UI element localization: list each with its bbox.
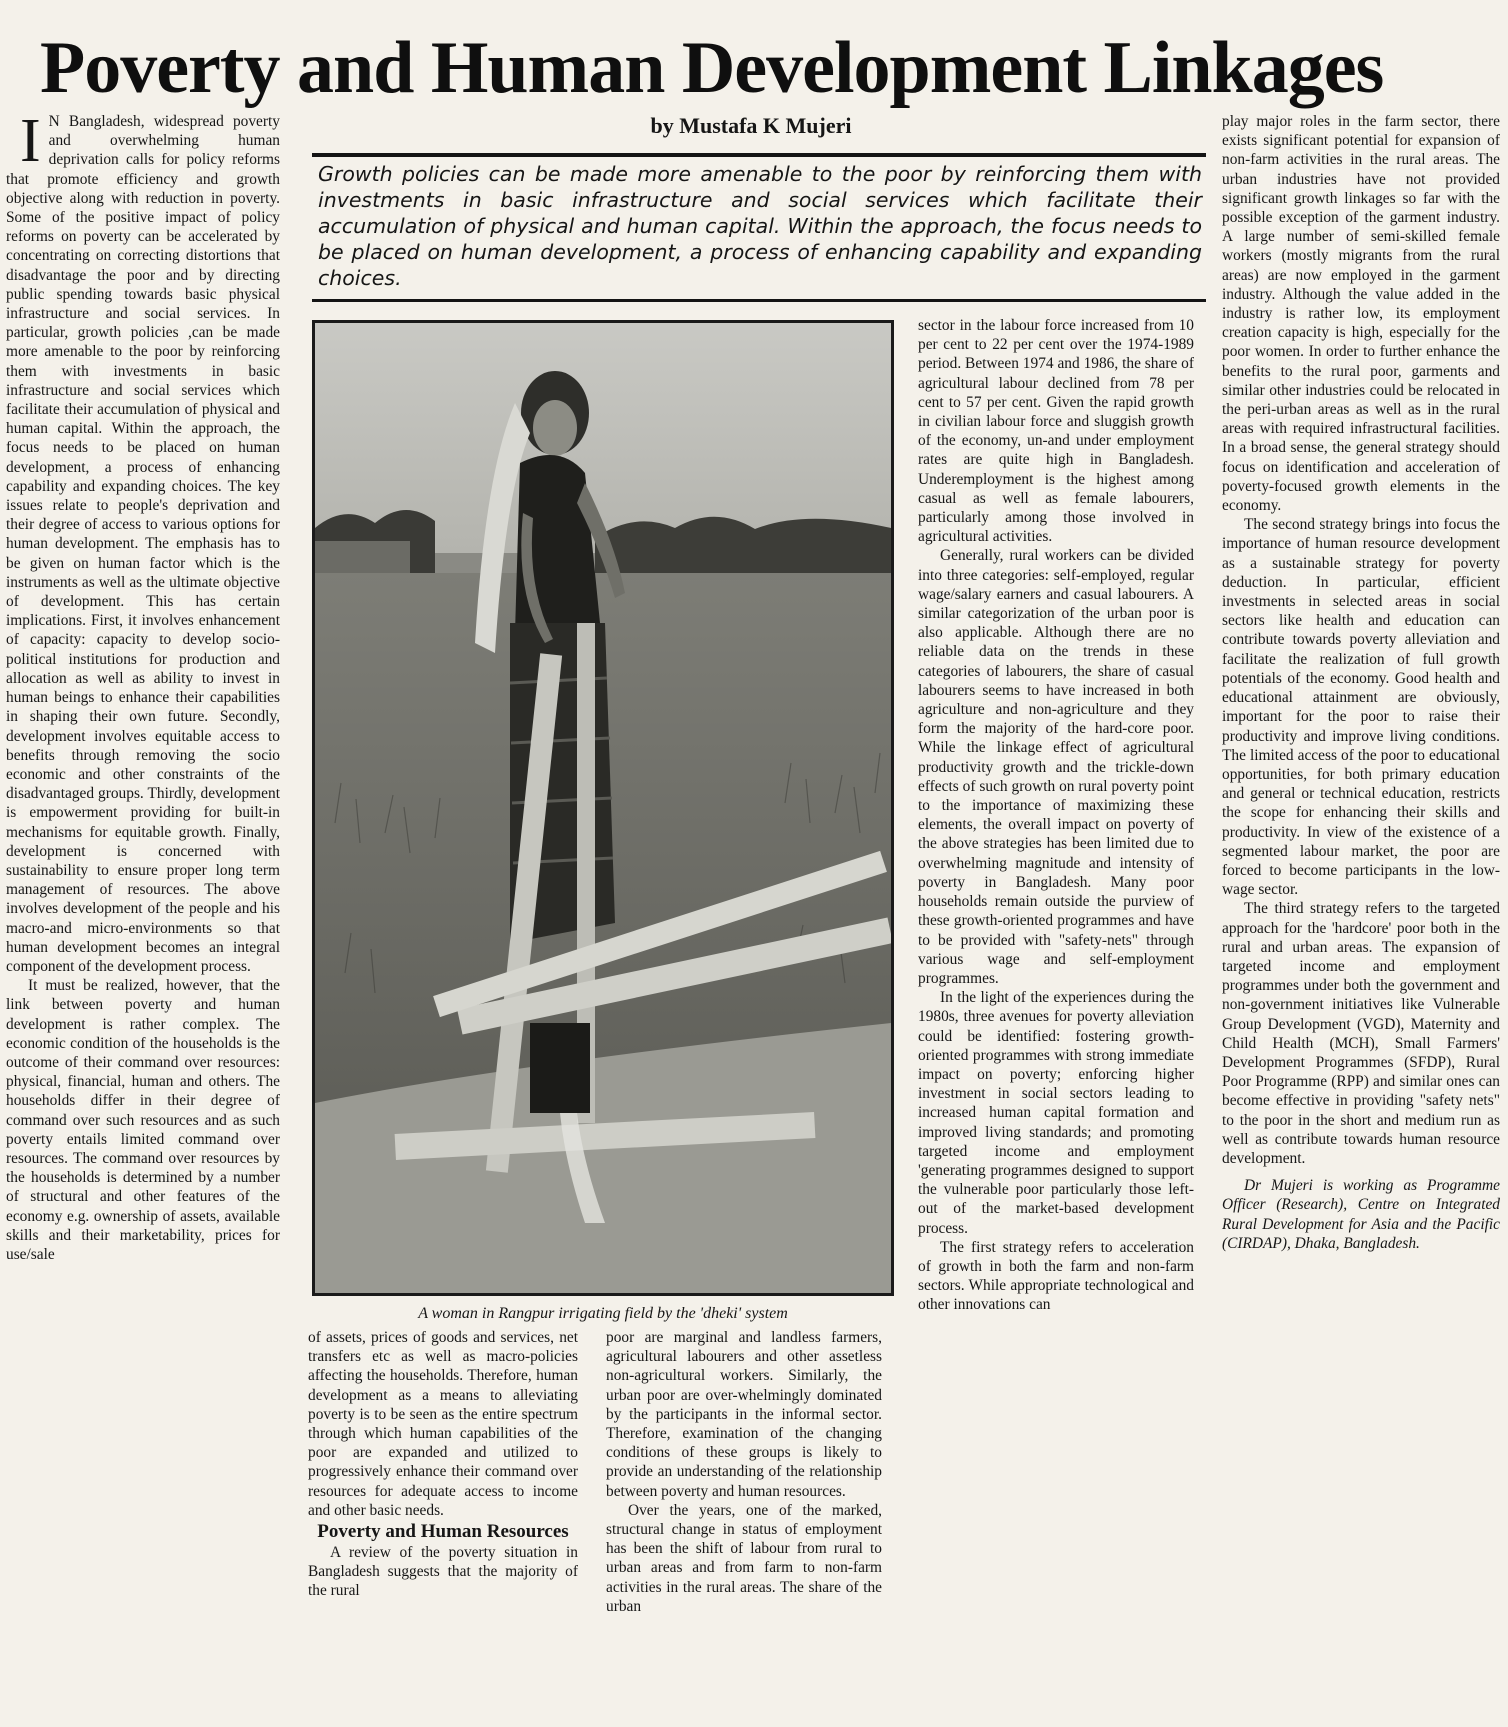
col4-paragraph-2: Generally, rural workers can be divided into three categories: self-employed, regular wage/salary earners and casual labourers. A similar categorization of the urban poor is also applicable. Although there are no reliable data on the trends in these categories of labourers, the share of casual labourers seems to have increased in both agriculture and non-agriculture and they form the majority of the hard-core poor. While the linkage effect of agricultural productivity growth and the trickle-down effects of such growth on rural poverty point to the importance of maximizing these elements, the overall impact on poverty of the above strategies has been limited due to overwhelming magnitude and intensity of poverty in Bangladesh. Many poor households remain outside the purview of these growth-oriented programmes and have to be provided with "safety-nets" through various wage and self-employment programmes.	[918, 547, 1194, 987]
col5-paragraph-2: The second strategy brings into focus the importance of human resource development as a sustainable strategy for poverty deduction. In particular, efficient investments in selected areas in social sectors like health and education can contribute towards poverty alleviation and facilitate the realization of full growth potentials of the economy. Good health and educational attainment are obviously, important for the poor to raise their productivity and improve living conditions. The limited access of the poor to educational opportunities, for both primary education and general or technical education, restricts the scope for enhancing their skills and productivity. In view of the existence of a segmented labour market, the poor are forced to become participants in the low-wage sector.	[1222, 516, 1500, 899]
col5-paragraph-1: play major roles in the farm sector, there exists significant potential for expansion of non-farm activities in the rural areas. The urban industries have not provided significant growth linkages so far with the possible exception of the garment industry. A large number of semi-skilled female workers (mostly migrants from the rural areas) are now employed in the garment industry. Although the value added in the industry is rather low, its employment creation capacity is high, especially for the poor women. In order to further enhance the benefits to the rural poor, garments and similar other industries could be relocated in the peri-urban areas as well as in the rural areas with required infrastructural facilities. In a broad sense, the general strategy should focus on identification and acceleration of poverty-focused growth elements in the economy.	[1222, 113, 1500, 515]
col2-paragraph-1: of assets, prices of goods and services, net transfers etc as well as macro-policies affecting the households. Therefore, human development as a means to alleviating poverty is to be seen as the entire spectrum through which human capabilities of the poor are expanded and utilized to progressively enhance their command over resources for adequate access to income and other basic needs.	[308, 1329, 578, 1519]
photo-caption: A woman in Rangpur irrigating field by the 'dheki' system	[418, 1305, 788, 1322]
col3-paragraph-1: poor are marginal and landless farmers, agricultural labourers and other assetless non-agricultural workers. Similarly, the urban poor are over-whelmingly dominated by the participants in the informal sector. Therefore, examination of the changing conditions of these groups is likely to provide an understanding of the relationship between poverty and human resources.	[606, 1329, 882, 1500]
woman-irrigating-photo	[315, 323, 891, 1293]
deck-summary: Growth policies can be made more amenable to the poor by reinforcing them with investments in basic infrastructure and social services which facilitate their accumulation of physical and human capital. Within the approach, the focus needs to be placed on human development, a process of enhancing capability and expanding choices.	[318, 162, 1202, 290]
col1-paragraph-1: N Bangladesh, widespread poverty and overwhelming human deprivation calls for policy reforms that promote efficiency and growth objective along with reduction in poverty. Some of the positive impact of policy reforms on poverty can be accelerated by concentrating on correcting distortions that disadvantage the poor and by directing public spending towards basic physical infrastructure and social services. In particular, growth policies ,can be made more amenable to the poor by reinforcing them with investments in basic infrastructure and social services which facilitate their accumulation of physical and human capital. Within the approach, the focus needs to be placed on human development, a process of enhancing capability and expanding choices. The key issues relate to people's deprivation and their degree of access to various options for human development. The emphasis has to be given on human factor which is the instruments as well as the ultimate objective of development. This has certain implications. First, it involves enhancement of capacity: capacity to develop socio-political institutions for production and allocation as well as ability to invest in human beings to enhance their capabilities in shaping their own future. Secondly, development involves equitable access to benefits through removing the socio economic and other constraints of the disadvantaged groups. Thirdly, development is empowerment providing for built-in mechanisms for equitable growth. Finally, development is concerned with sustainability to ensure proper long term management of resources. The above involves development of the people and his macro-and micro-environments so that human development becomes an integral component of the development process.	[6, 113, 280, 975]
column-5	[1222, 112, 1500, 1712]
col4-paragraph-4: The first strategy refers to acceleration of growth in both the farm and non-farm sectors. While appropriate technological and other innovations can	[918, 1238, 1194, 1314]
column-2	[308, 1328, 578, 1718]
col1-paragraph-2: It must be realized, however, that the link between poverty and human development is rather complex. The economic condition of the households is the outcome of their command over resources: physical, financial, human and others. The households differ in their degree of command over such resources and as such poverty entails limited command over resources. The command over resources by the households is determined by a number of structural and other features of the economy e.g. ownership of assets, available skills and their marketability, prices for use/sale	[6, 977, 280, 1263]
deck-rule-bottom	[312, 299, 1206, 302]
col4-paragraph-3: In the light of the experiences during the 1980s, three avenues for poverty alleviation could be identified: fostering growth-oriented programmes with strong immediate impact on poverty; enforcing higher investment in social sectors leading to increased human capital formation and improved living standards; and promoting targeted income and employment 'generating programmes designed to support the vulnerable poor particularly those left-out of the market-based development process.	[918, 989, 1194, 1237]
author-bio: Dr Mujeri is working as Programme Officer (Research), Centre on Integrated Rural Development for Asia and the Pacific (CIRDAP), Dhaka, Bangladesh.	[1222, 1177, 1500, 1252]
col2-paragraph-2: A review of the poverty situation in Bangladesh suggests that the majority of the rural	[308, 1544, 578, 1600]
column-1	[6, 112, 280, 1712]
drop-cap: I	[20, 112, 41, 175]
byline: by Mustafa K Mujeri	[650, 113, 852, 138]
col4-paragraph-1: sector in the labour force increased from 10 per cent to 22 per cent over the 1974-1989 period. Between 1974 and 1986, the share of agricultural labour declined from 78 per cent to 57 per cent. Given the rapid growth in civilian labour force and sluggish growth of the economy, un-and under employment rates are quite high in Bangladesh. Underemployment is the highest among casual as well as female labourers, particularly among those involved in agricultural activities.	[918, 317, 1194, 546]
col5-paragraph-3: The third strategy refers to the targeted approach for the 'hardcore' poor both in the rural and urban areas. The expansion of targeted income and employment programmes under both the government and non-government initiatives like Vulnerable Group Development (VGD), Maternity and Child Health (MCH), Small Farmers' Development Programmes (SFDP), Rural Poor Programme (RPP) and similar ones can become effective in providing "safety nets" to the poor in the short and medium run as well as contribute towards human resource development.	[1222, 900, 1500, 1167]
col3-paragraph-2: Over the years, one of the marked, structural change in status of employment has been the shift of labour from rural to urban areas and from farm to non-farm activities in the rural areas. The share of the urban	[606, 1501, 882, 1615]
photo	[312, 320, 894, 1296]
column-4	[918, 316, 1194, 1718]
subheading: Poverty and Human Resources	[317, 1521, 569, 1543]
headline: Poverty and Human Development Linkages	[40, 27, 1384, 109]
column-3	[606, 1328, 882, 1718]
deck-rule-top	[312, 153, 1206, 157]
